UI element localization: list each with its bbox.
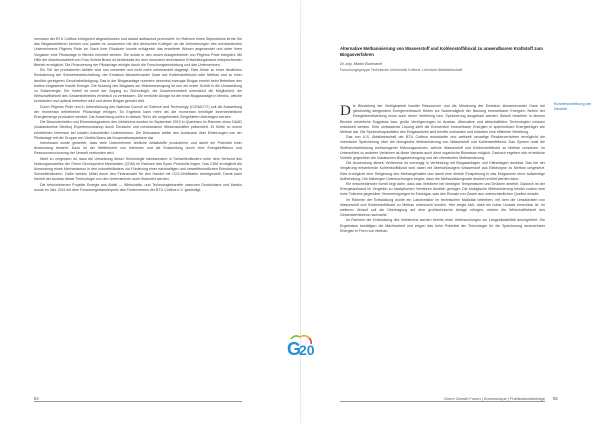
drop-cap: D bbox=[340, 104, 351, 119]
running-footer: Green Growth Forum | Kommunique | Publikationsbeiträge bbox=[443, 396, 545, 401]
left-paragraph-7: Die beschriebenen Projekte Energie aus Abfall — Wirtschafts- und Technologietransfer zwischen Deutschland und Mexiko wurde im Jahr 2011 mit dem Forschungstransferpreis des Fördervereins der BTU Cottbus e.V. gewürdigt. bbox=[34, 182, 242, 192]
right-paragraph-1 bbox=[340, 104, 545, 135]
right-paragraph-1-text: ie Bündelung der Verfügbarkeit fossiler Ressourcen und die Minderung der Emission klimarelevanter Gase bei gleichzeitig steigendem Energieverbrauch führen zur Notwendigkeit der Nutzung erneuerbarer Energien. Neben der Energiebereitstellung muss auch deren Verteilung bzw. Speicherung ausgebaut werden. Aktuell bestehen in diesem Bereich erhebliche Engpässe bzw. große Verzögerungen im Ausbau. Alternative und wirtschaftliche Technologien müssen entwickelt werden. Eine umfassende Lösung stellt die Konversion erneuerbarer Energien in speicherbare Energieträger wie Methan dar. Die Speicherkapazitäten des Erdgasnetzes sind bereits vorhanden und erlauben eine effiziente Verteilung. bbox=[340, 104, 545, 135]
left-paragraph-3: Durch Pilgrims Pride und in Unterstützung des National Council on Science and Technology (CONACYT) soll die Ausweitung der momentan betriebenen Pilotanlage erfolgen. Es Ergebnis kann mehr als die momentan benötigte innerbetriebliche Energiemenge produziert werden. Die Anwendung sollen in dessen Teil in die umgebenden Zielgebieten übertragen werden. bbox=[34, 104, 242, 120]
right-footer-rule bbox=[340, 401, 545, 402]
left-paragraph-4: Die Besonderheiten und Erkenntnisgewinne des Verfahrens wurden im September 2010 in Queretaro im Rahmen eines DAAD (Auslandsreise Mexiko) Expertenworkshop durch Deutsche und mexikanische Wissenschaftler präsentiert. Er führte zu einem erheblichen Interesse bei lokalen industriellen Unternehmen. Die Diskussion stellte den Austausch über Erfahrungen von der Pilotanlage mit der Gruppe von Violeta Bravo als Kooperationspartnern dar. bbox=[34, 120, 242, 140]
svg-text:20: 20 bbox=[299, 342, 315, 358]
left-paragraph-2: Ein Teil der produzierten Abfälle wird nun verwertet und nicht mehr unbehandelt abgelegt. Dies führte zu einer deutlichen Reduzierung der Schweinewirtschaftung, der Emission klimarelevanter Gase wie Kohlenstoffdioxid oder Methan und zu einer deutlich geringeren Geruchsbelästigung. Das in der Biogasanlage nunmehr dezentral erzeugte Biogas ersetzt beim Betreiben des boilers eingesetzte fossile Energie. Die Nutzung des Biogases zur Wärmeerzeugung ist nun ein erster Schritt in die Umwandlung zu Solarenergie. Ein Vorteil ist somit der Zugang zu Technologie, die Zusammenarbeit unterstützt die Möglichkeit, die Wirtschaftlichkeit des Gesamtbetriebes erheblich zu verbessern. Die erreichte Anlage ist die erste Biogasanlage in Mexiko, welche konstanten und optimal betrieben wird und deren Biogas genutzt wird. bbox=[34, 68, 242, 104]
left-page-body bbox=[34, 37, 242, 351]
sidebar-label: Kurzbeschreibung der Neuheit bbox=[554, 102, 592, 111]
right-paragraph-4: Ein entscheidender Vorteil liegt darin, dass das Verfahren bei niedrigen Temperaturen und Drücken arbeitet. Dadurch ist der Energieaufwand im Vergleich zu katalytischen Verfahren deutlich geringer. Die biologische Methanisierung besitzt zudem eine hohe Toleranz gegenüber Verunreinigungen im Eduktgas, was den Einsatz von Gasen aus unterschiedlichen Quellen erlaubt. bbox=[340, 182, 545, 197]
g20-logo bbox=[285, 333, 317, 363]
right-paragraph-6: Im Rahmen der Entwicklung des Verfahrens wurden bereits erste Untersuchungen zur Langzeitstabilität durchgeführt. Die Ergebnisse bestätigen die Machbarkeit und zeigen das hohe Potential der Technologie für die Speicherung erneuerbarer Energien in Form von Methan. bbox=[340, 218, 545, 233]
article-author: Dr.-Ing. Marko Burkhardt bbox=[340, 62, 382, 66]
left-paragraph-6: Nicht zu vergessen ist, dass die Umsetzung dieser Technologie insbesondere in Schwellenländern unter dem Verbund des Nutzungsmodelles der Green Development Mechanism (CDM) im Rahmen des Kyoto Protokolls liegen. Das CDM ermöglicht die Anwendung eines Mechanismus in den Industrieländern zur Förderung einer nachhaltigen und umweltfreundlichen Entwicklung in Schwellenländern. Dafür werden Mittel durch den Finanzmarkt für den Handel mit CO2-Zertifikaten bereitgestellt. Damit kann hiermit der Ausbau dieser Technologie von den Unternehmen auch finanziert werden. bbox=[34, 156, 242, 182]
right-paragraph-5: Im Rahmen der Entwicklung wurde ein Laborreaktor im technischen Maßstab betrieben, mit dem die Umsatzraten von Wasserstoff und Kohlenstoffdioxid zu Methan untersucht wurden. Hier zeigte sich, dass ein hoher Umsatz erreichbar ist. Im weiteren Verlauf soll die Übertragung auf eine großtechnische Anlage erfolgen, welche die Wirtschaftlichkeit des Gesamtverfahrens nachweist. bbox=[340, 197, 545, 218]
article-title: Alternative Methanisierung von Wasserstoff und Kohlenstoffdioxid zu anwendbarem Kraftstoff zum Biogasverfahren bbox=[340, 46, 543, 57]
right-page-body bbox=[340, 104, 545, 410]
left-paragraph-5: Interessant wurde gewertet, dass viele Unternehmen ähnliche Abfallstoffe produzieren und damit ein Potential einer Anwendung besteht. Dazu ist der Wettbewerb von Interesse und die Entwicklung durch eine Energieeffizienz und Ressourcenschonung der Umwelt verbunden wird. bbox=[34, 141, 242, 156]
right-paragraph-2: Das von U.S. Abfallwirtschaft der BTU Cottbus entwickelte und weltweit neuartige Reaktorverfahren ermöglicht die chemische Speicherung über die biologische Methanisierung von Wasserstoff und Kohlenstoffdioxid. Das System nutzt die Stoffwechselleistung methanogener Mikroorganismen, welche Wasserstoff und Kohlenstoffdioxid zu Methan umsetzen. Im Unterschied zu anderen Verfahren ist diese Variante auch ohne organische Biomasse möglich. Dadurch ergeben sich erhebliche Vorteile gegenüber der klassischen Biogaserzeugung und der chemischen Methanisierung. bbox=[340, 135, 545, 161]
right-paragraph-3: Die Anwendung dieses Verfahrens ist vorrangig in Verbindung mit Biogasanlagen und Kläranlagen denkbar. Das bei der Vergärung entstehende Kohlenstoffdioxid wird dabei mit überschüssigem Wasserstoff aus Elektrolyse zu Methan umgesetzt. Dies ermöglicht eine Steigerung des Methangehaltes und damit eine direkte Einspeisung in das Erdgasnetz ohne aufwendige Aufbereitung. Die bisherigen Untersuchungen zeigen, dass die Methanbildungsrate deutlich erhöht werden kann. bbox=[340, 161, 545, 181]
left-footer-rule bbox=[34, 401, 242, 402]
left-page-number: 54 bbox=[34, 396, 39, 401]
g20-logo-icon bbox=[285, 333, 317, 363]
svg-text:G: G bbox=[287, 339, 302, 359]
left-paragraph-1: menwarn der BTU Cottbus erfolgreich abgeschlossen und darauf aufbauend promoviert. Im Rahmen eines Stipendiums lernte Sie das Biogasverfahren kennen und passte es zusammen mit den deutschen Kollegen an die Anforderungen des mexikanischen Unternehmens Pilgrims Pride an. Nach ihrer Rückkehr konnte erfolgreich das erweiterte Wissen angewendet und unter ihren Vorgaben eine Pilotanlage in Mexiko errichtet werden. Sie wurde in den neuen Anlagenbetrieb von Pilgrims Pride integriert. Mit Hilfe der Abschlussarbeit von Frau Violeta Bravo ist beiderseits ein dem neuestem technischen Entwicklungsstand entsprechender Betrieb ermöglicht. Die Finanzierung der Pilotanlage erfolgte durch die Forschungseinrichtung und das Unternehmen. bbox=[34, 37, 242, 68]
right-page-number: 55 bbox=[553, 396, 558, 401]
article-affiliation: Forschungsgruppe Technische Universität Cottbus, Lehrstuhl Abfallwirtschaft bbox=[340, 68, 462, 72]
